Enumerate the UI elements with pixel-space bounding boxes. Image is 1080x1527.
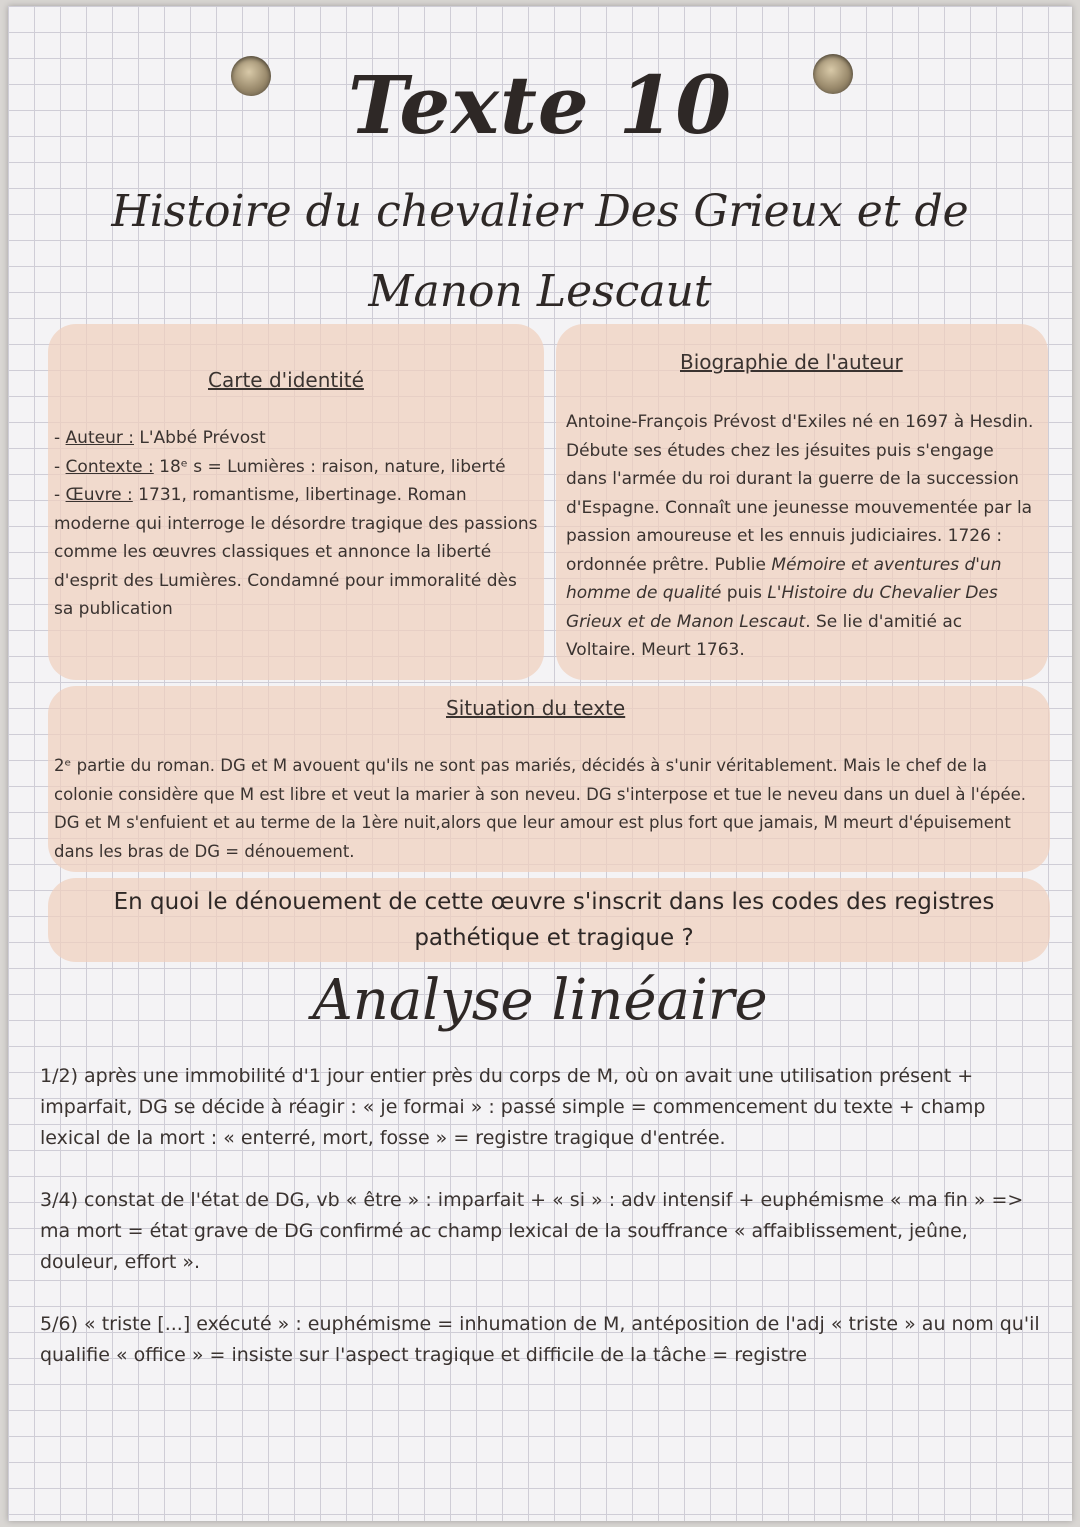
biography-heading: Biographie de l'auteur: [680, 350, 903, 374]
author-line: - Auteur : L'Abbé Prévost: [54, 428, 266, 448]
page-subtitle-line2: Manon Lescaut: [368, 266, 712, 317]
analysis-title: Analyse linéaire: [312, 968, 768, 1033]
biography-work-title-1: Mémoire et aventures d'un homme de qualité: [566, 554, 1002, 603]
author-value: L'Abbé Prévost: [133, 428, 266, 448]
biography-box: [556, 324, 1048, 680]
work-line: - Œuvre : 1731, romantisme, libertinage. Roman moderne qui interroge le désordre tragique des passions comme les œuvres classiques et annonce la liberté d'esprit des Lumières. Condamné pour immoralité dès sa publication: [54, 485, 538, 619]
identity-card-heading: Carte d'identité: [208, 368, 364, 392]
page-title: Texte 10: [348, 58, 732, 152]
page-subtitle-line1: Histoire du chevalier Des Grieux et de: [111, 186, 969, 237]
biography-text-part2: puis: [721, 583, 768, 603]
identity-card-box: [48, 324, 544, 680]
notebook-page: [8, 6, 1072, 1521]
analysis-paragraph-2: 3/4) constat de l'état de DG, vb « être » : imparfait + « si » : adv intensif + euphémisme « ma fin » => ma mort = état grave de DG confirmé ac champ lexical de la souffrance « affaiblissement, jeûne, douleur, effort ».: [40, 1189, 1024, 1273]
work-value: 1731, romantisme, libertinage. Roman moderne qui interroge le désordre tragique des passions comme les œuvres classiques et annonce la liberté d'esprit des Lumières. Condamné pour immoralité dès sa publication: [54, 485, 538, 619]
biography-text: [566, 408, 1036, 665]
author-label: Auteur :: [65, 428, 134, 448]
situation-box: [48, 686, 1050, 872]
biography-text-part3: . Se lie d'amitié ac Voltaire. Meurt 1763.: [566, 611, 963, 660]
biography-work-title-2: L'Histoire du Chevalier Des Grieux et de Manon Lescaut: [566, 583, 998, 632]
analysis-paragraph-3: 5/6) « triste [...] exécuté » : euphémisme = inhumation de M, antéposition de l'adj « triste » au nom qu'il qualifie « office » = insiste sur l'aspect tragique et difficile de la tâche = registre: [40, 1313, 1040, 1366]
question-line2: pathétique et tragique ?: [414, 925, 694, 951]
analysis-paragraph-1: 1/2) après une immobilité d'1 jour entier près du corps de M, où on avait une utilisation présent + imparfait, DG se décide à réagir : « je formai » : passé simple = commencement du texte + champ lexical de la mort : « enterré, mort, fosse » = registre tragique d'entrée.: [40, 1065, 986, 1149]
identity-card-content: [54, 424, 538, 624]
context-line: - Contexte : 18ᵉ s = Lumières : raison, nature, liberté: [54, 456, 506, 477]
context-label: Contexte :: [65, 456, 154, 477]
work-label: Œuvre :: [65, 485, 133, 505]
biography-text-part1: Antoine-François Prévost d'Exiles né en 1697 à Hesdin. Débute ses études chez les jésuites puis s'engage dans l'armée du roi durant la guerre de la succession d'Espagne. Connaît une jeunesse mouvementée par la passion amoureuse et les ennuis judiciaires. 1726 : ordonnée prêtre. Publie: [566, 412, 1034, 575]
problematic-question: [54, 884, 1054, 956]
situation-heading: Situation du texte: [446, 696, 626, 720]
question-line1: En quoi le dénouement de cette œuvre s'inscrit dans les codes des registres: [113, 889, 995, 915]
context-value: 18ᵉ s = Lumières : raison, nature, liberté: [153, 456, 506, 477]
situation-text: 2ᵉ partie du roman. DG et M avouent qu'ils ne sont pas mariés, décidés à s'unir véritablement. Mais le chef de la colonie considère que M est libre et veut la marier à son neveu. DG s'interpose et tue le neveu dans un duel à l'épée. DG et M s'enfuient et au terme de la 1ère nuit,alors que leur amour est plus fort que jamais, M meurt d'épuisement dans les bras de DG = dénouement.: [54, 756, 1026, 861]
